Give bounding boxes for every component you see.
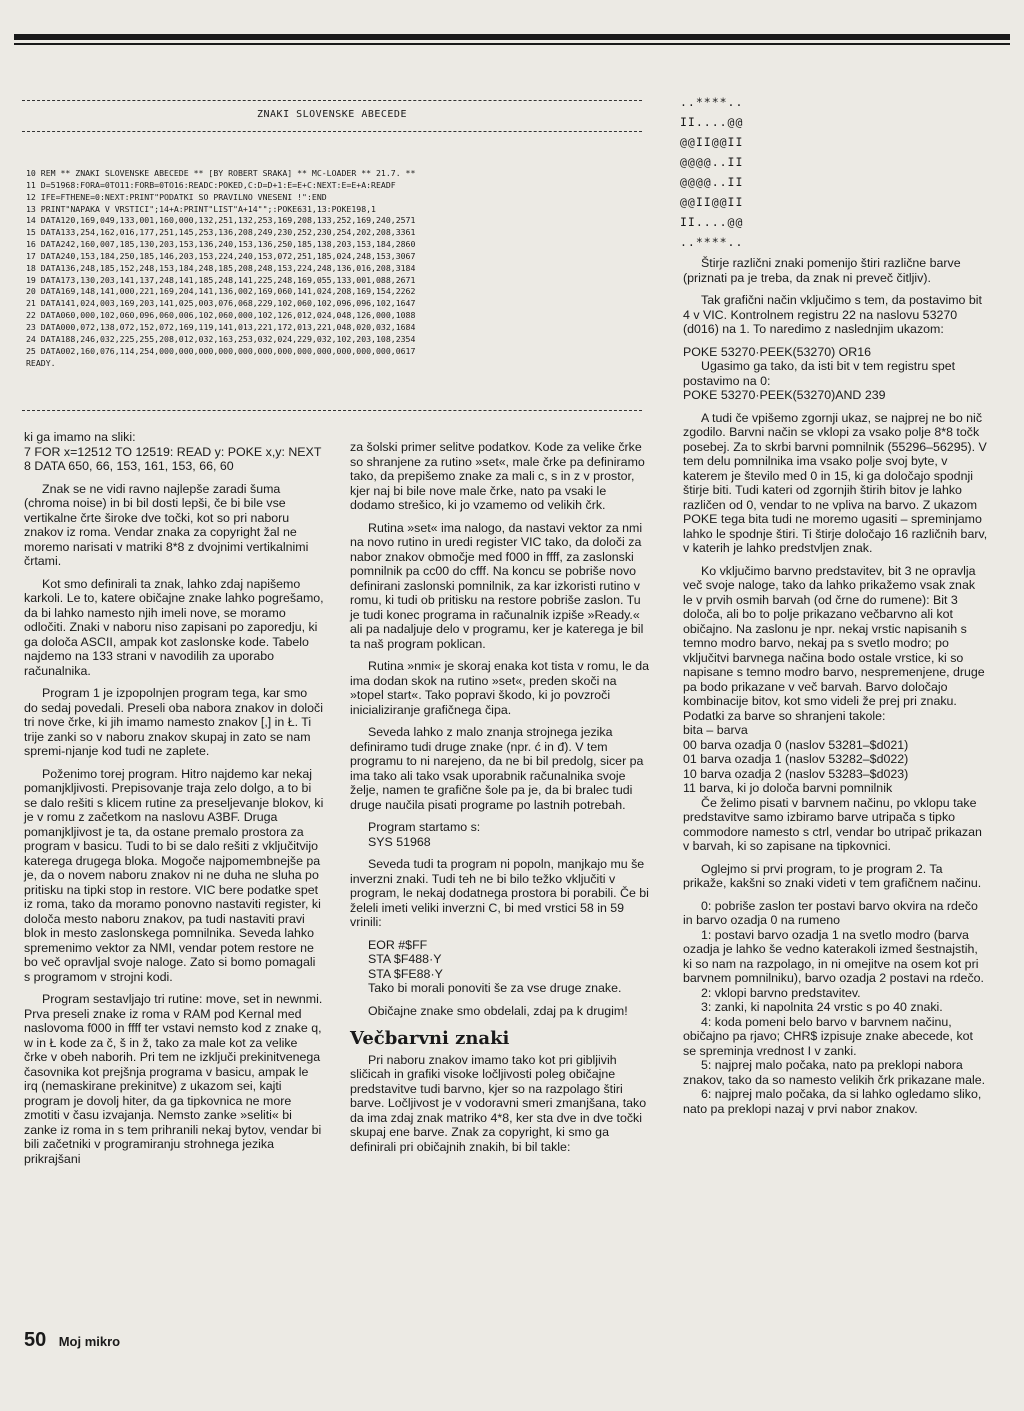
- listing-line: 15 DATA133,254,162,016,177,251,145,253,136,208,249,230,252,230,254,202,208,3361: [26, 227, 416, 238]
- pattern-row: @@@@..II: [680, 155, 744, 169]
- paragraph: 3: zanki, ki napolnita 24 vrstic s po 40 znaki.: [701, 1000, 943, 1014]
- pattern-row: @@II@@II: [680, 135, 744, 149]
- color-table-row: 10 barva ozadja 2 (naslov 53283–$d023): [683, 766, 909, 781]
- listing-line: 23 DATA000,072,138,072,152,072,169,119,141,013,221,172,013,221,048,020,032,1684: [26, 321, 416, 332]
- paragraph: Znak se ne vidi ravno najlepše zaradi šuma (chroma noise) in bi bil dosti lepši, če bi bile vse vertikalne črte široke dve točki, kot so pri naboru znakov iz roma. Vendar znaka za copyright žal ne moremo narisati v matriki 8*8 z dvojnimi vertikalnimi črtami.: [24, 481, 309, 568]
- listing-line: 25 DATA002,160,076,114,254,000,000,000,000,000,000,000,000,000,000,000,000,0617: [26, 345, 416, 356]
- page-number: 50: [24, 1329, 47, 1351]
- paragraph: ki ga imamo na sliki:: [24, 430, 136, 444]
- paragraph: Seveda tudi ta program ni popoln, manjkajo mu še inverzni znaki. Tudi teh ne bi bilo težko vključiti v program, le nekaj dodatnega prostora bi porabili. Če bi želeli imeti veliki inverzni C, bi med vrstici 58 in 59 vrinili:: [350, 857, 649, 929]
- paragraph: 6: najprej malo počaka, da si lahko ogledamo sliko, nato pa preklopi nazaj v prvi nabor znakov.: [683, 1087, 982, 1116]
- listing-line: 12 IFE=FTHENE=0:NEXT:PRINT"PODATKI SO PRAVILNO VNESENI !":END: [26, 191, 327, 202]
- paragraph: 4: koda pomeni belo barvo v barvnem načinu, običajno pa rjavo; CHR$ izpisuje znake abecede, kot se spreminja vrednost I v zanki.: [683, 1014, 973, 1058]
- listing-line: 17 DATA240,153,184,250,185,146,203,153,224,240,153,072,251,185,024,248,153,3067: [26, 250, 416, 261]
- listing-line: 18 DATA136,248,185,152,248,153,184,248,185,208,248,153,224,248,136,016,208,3184: [26, 262, 416, 273]
- listing-rule-mid: [22, 131, 642, 132]
- header-bar-thick: [14, 34, 1010, 40]
- listing-line: 14 DATA120,169,049,133,001,160,000,132,251,132,253,169,208,133,252,169,240,2571: [26, 215, 416, 226]
- color-table-row: 00 barva ozadja 0 (naslov 53281–$d021): [683, 737, 909, 752]
- listing-line: 13 PRINT"NAPAKA V VRSTICI";14+A:PRINT"LIST"A+14"";:POKE631,13:POKE198,1: [26, 203, 376, 214]
- code-line: 8 DATA 650, 66, 153, 161, 153, 66, 60: [24, 459, 234, 473]
- program-listing: [26, 168, 644, 369]
- listing-line: 21 DATA141,024,003,169,203,141,025,003,076,068,229,102,060,102,096,096,102,1647: [26, 298, 416, 309]
- paragraph: 2: vklopi barvno predstavitev.: [701, 985, 861, 1000]
- code-line: STA $F488·Y: [368, 952, 442, 966]
- listing-line: READY.: [26, 357, 56, 368]
- paragraph: Ko vključimo barvno predstavitev, bit 3 ne opravlja več svoje naloge, tako da lahko prikažemo vsak znak le v prvih osmih barvah (od črne do rumene): Bit 3 določa, ali bo to polje prikazano večbarvno ali kot običajno. Na zaslonu je npr. nekaj vrstic napisanih s temno modro barvo, nekaj pa s svetlo modro; po vključitvi barvnega načina bodo ostale vrstice, ki so napisane s temno modro barvo, nespremenjene, druge pa bodo prikazane v več barvah. Barvo določajo kombinacije bitov, kot smo videli že prej pri znaku. Podatki za barve so shranjeni takole:: [683, 563, 985, 723]
- paragraph: Program 1 je izpopolnjen program tega, kar smo do sedaj povedali. Preseli oba nabora znakov in določi tri nove črke, ki jih imamo namesto znakov [,] in Ł. Ti trije zanki so v naboru znakov skupaj in zato se nam spremi-njanje kod tudi ne zaplete.: [24, 686, 323, 758]
- paragraph: Pri naboru znakov imamo tako kot pri gibljivih sličicah in grafiki visoke ločljivosti poleg običajne predstavitve tudi barvno, kjer so na razpolago štiri barve. Ločljivost je v vodoravni smeri zmanjšana, tako da ima zdaj znak matriko 4*8, ker sta dve in dve točki skupaj ene barve. Znak za copyright, ki smo ga definirali pri običajnih znakih, bi bil takle:: [350, 1052, 647, 1154]
- multicolor-char-pattern: [680, 92, 800, 252]
- pattern-row: @@@@..II: [680, 175, 744, 189]
- code-line: POKE 53270·PEEK(53270)AND 239: [683, 388, 886, 402]
- listing-title: ZNAKI SLOVENSKE ABECEDE: [257, 109, 407, 120]
- paragraph: Seveda lahko z malo znanja strojnega jezika definiramo tudi druge znake (npr. ć in đ). V tem programu to ni narejeno, da ne bi bil predolg, sicer pa ima tako ali tako vsak uporabnik računalnika svoje želje, namen te grafične šole pa je, da bi bralec tudi druge naučila pisati programe po lastnih potrebah.: [350, 725, 644, 812]
- paragraph: Ugasimo ga tako, da isti bit v tem registru spet postavimo na 0:: [683, 359, 956, 388]
- pattern-row: II....@@: [680, 115, 744, 129]
- paragraph: Tak grafični način vključimo s tem, da postavimo bit 4 v VIC. Kontrolnem registru 22 na naslovu 53270 (d016) na 1. To naredimo z naslednjim ukazom:: [683, 293, 982, 336]
- pattern-row: II....@@: [680, 215, 744, 229]
- listing-line: 11 D=51968:FORA=0TO11:FORB=0TO16:READC:POKED,C:D=D+1:E=E+C:NEXT:E=E+A:READF: [26, 179, 396, 190]
- listing-line: 20 DATA169,148,141,000,221,169,204,141,136,002,169,060,141,024,208,169,154,2262: [26, 286, 416, 297]
- article-column-left: [24, 430, 324, 1174]
- paragraph: 0: pobriše zaslon ter postavi barvo okvira na rdečo in barvo ozadja 0 na rumeno: [683, 898, 978, 927]
- pattern-row: ..****..: [680, 95, 744, 109]
- paragraph: Tako bi morali ponoviti še za vse druge znake.: [368, 981, 622, 995]
- color-table-row: 11 barva, ki jo določa barvni pomnilnik: [683, 781, 893, 795]
- header-bar-thin: [14, 43, 1010, 45]
- listing-line: 24 DATA188,246,032,225,255,208,012,032,163,253,032,024,229,032,102,203,108,2354: [26, 333, 416, 344]
- code-line: POKE 53270·PEEK(53270) OR16: [683, 344, 872, 359]
- paragraph: Rutina »nmi« je skoraj enaka kot tista v romu, le da ima dodan skok na rutino »set«, preden skoči na »topel start«. Tako popravi škodo, ki jo povzroči inicializiranje grafičnega čipa.: [350, 659, 649, 717]
- listing-line: 16 DATA242,160,007,185,130,203,153,136,240,153,136,250,185,138,203,153,184,2860: [26, 239, 416, 250]
- section-heading: Večbarvni znaki: [350, 1028, 510, 1049]
- article-column-right: [683, 256, 988, 1116]
- paragraph: Štirje različni znaki pomenijo štiri različne barve (priznati pa je treba, da znak ni preveč čitljiv).: [683, 256, 961, 285]
- code-line: 7 FOR x=12512 TO 12519: READ y: POKE x,y: NEXT: [24, 444, 322, 459]
- paragraph: Običajne znake smo obdelali, zdaj pa k drugim!: [368, 1003, 628, 1018]
- listing-line: 10 REM ** ZNAKI SLOVENSKE ABECEDE ** [BY ROBERT SRAKA] ** MC-LOADER ** 21.7. **: [26, 168, 416, 178]
- pattern-row: ..****..: [680, 235, 744, 249]
- listing-line: 22 DATA060,000,102,060,096,060,006,102,060,000,102,126,012,024,048,126,000,1088: [26, 310, 416, 321]
- listing-rule-top: [22, 100, 642, 101]
- code-line: SYS 51968: [368, 834, 431, 849]
- paragraph: Rutina »set« ima nalogo, da nastavi vektor za nmi na novo rutino in uredi register VIC tako, da določi za nabor znakov območje med f000 in ffff, za zaslonski pomnilnik pa cc00 do cfff. Na koncu se pobriše novo definirani zaslonski pomnilnik, za kar izkoristi rutino v romu, ki tudi ob pritisku na restore pobriše zaslon. Tu je tudi konec programa in računalnik izpiše »Ready.« ali pa nadaljuje delo v programu, ker je katerega je bil ta naš program poklican.: [350, 520, 644, 651]
- article-column-middle: [350, 440, 650, 1162]
- listing-rule-bottom: [22, 410, 642, 411]
- page-footer: [24, 1329, 120, 1352]
- paragraph: Program sestavljajo tri rutine: move, set in newnmi. Prva preseli znake iz roma v RAM pod Kernal med naslovoma f000 in ffff ter vstavi nemsto kod z znake q, w in Ł kode za č, š in ž, tako za male kot za velike črke v obeh naborih. Pri tem ne izključi prekinitvenega časovnika kot prejšnja programa v basicu, ampak le irq (nemaskirane prekinitve) z ukazom sei, kajti program je dovolj hiter, da ga tipkovnica ne more zmotiti v času izvajanja. Nemsto zanke »seliti« bi zanke iz roma in s tem prihranili nekaj bytov, vendar bi bili začetniki v programiranju strohnega jezika prikrajšani: [24, 992, 323, 1166]
- code-line: STA $FE88·Y: [368, 966, 443, 981]
- paragraph: Kot smo definirali ta znak, lahko zdaj napišemo karkoli. Le to, katere običajne znake lahko pogrešamo, da bi lahko namesto njih imeli nove, se moramo odločiti. Znaki v naboru niso zapisani po zaporedju, ki ga določa ASCII, ampak kot zaslonske kode. Tabelo najdemo na 133 strani v navodilih za uporabo računalnika.: [24, 576, 324, 678]
- paragraph: za šolski primer selitve podatkov. Kode za velike črke so shranjene za rutino »set«, male črke pa definiramo tako, da prepišemo znake za mali c, s in z v prostor, kjer naj bi bile nove male črke, nato pa vsaki le dodamo strešico, ki jo vzamemo od velikih črk.: [350, 440, 645, 512]
- paragraph: 1: postavi barvo ozadja 1 na svetlo modro (barva ozadja je lahko še vedno katerakoli izmed šestnajstih, ki so nam na razpolago, in ni omejitve na osem kot pri barvnem pomnilniku), barvo ozadja 2 postavi na rdečo.: [683, 927, 984, 985]
- paragraph: Program startamo s:: [368, 820, 481, 834]
- color-table-row: 01 barva ozadja 1 (naslov 53282–$d022): [683, 752, 909, 766]
- magazine-name: Moj mikro: [58, 1334, 121, 1349]
- paragraph: Oglejmo si prvi program, to je program 2. Ta prikaže, kakšni so znaki videti v tem grafičnem načinu.: [683, 861, 982, 890]
- color-table-header: bita – barva: [683, 723, 748, 737]
- listing-line: 19 DATA173,130,203,141,137,248,141,185,248,141,225,248,169,055,133,001,088,2671: [26, 274, 416, 285]
- paragraph: Če želimo pisati v barvnem načinu, po vklopu take predstavitve samo izbiramo barve utripača s tipko commodore namesto s ctrl, vendar bo utripač prikazan v barvah, ki so zapisane na tipkovnici.: [683, 795, 982, 853]
- paragraph: Poženimo torej program. Hitro najdemo kar nekaj pomanjkljivosti. Prepisovanje traja zelo dolgo, a to bi se dalo rešiti s klicem rutine za preseljevanje blokov, ki je v romu z začetkom na naslovu A3BF. Druga pomanjkljivost je ta, da ostane premalo prostora za program v basicu. Tudi to bi se dalo rešiti z vključitvijo katerega drugega bloka. Mogoče najpomembnejše pa je, da o novem naboru znakov ni ne duha ne sluha po pritisku na tipki stop in restore. VIC bere podatke spet iz roma, tako da moramo ponovno nastaviti register, ki določa mesto naboru znakov, pa tudi nastaviti pravi blok in mesto zaslonskega pomnilnika. Seveda lahko spremenimo vektor za NMI, vendar potem restore ne bo več opravljal svoje naloge. Zato si bomo pomagali s programom v strojni kodi.: [24, 766, 324, 984]
- pattern-row: @@II@@II: [680, 195, 744, 209]
- paragraph: A tudi če vpišemo zgornji ukaz, se najprej ne bo nič zgodilo. Barvni način se vklopi za vsako polje 8*8 točk posebej. Za to skrbi barvni pomnilnik (55296–56295). V tem delu pomnilnika ima vsako polje svoj byte, v katerem je število med 0 in 15, ki ga določajo spodnji štirje biti. Tudi kateri od zgornjih štirih bitov je lahko različen od 0, vendar to ne vpliva na barvo. Z ukazom POKE tega bita tudi ne moremo ugasiti – spreminjamo lahko le spodnje štiri. Ti štirje določajo 16 različnih barv, v katerih je lahko predstvljen znak.: [683, 410, 988, 555]
- code-line: EOR #$FF: [368, 937, 428, 952]
- paragraph: 5: najprej malo počaka, nato pa preklopi nabora znakov, tako da so namesto velikih črk prikazane male.: [683, 1058, 986, 1087]
